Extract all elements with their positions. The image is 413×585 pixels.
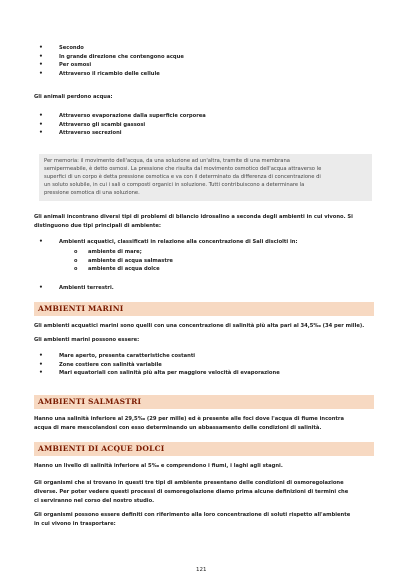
list-item: • Per osmosi bbox=[39, 61, 184, 70]
section-heading-salmastri bbox=[34, 395, 374, 409]
paragraph: Gli ambienti acquatici marini sono quelli con una concentrazione di salinità più alta pari al 34,5‰ (34 per mille). bbox=[34, 323, 365, 329]
heading-text: AMBIENTI MARINI bbox=[38, 304, 124, 313]
environment-list-2 bbox=[39, 284, 114, 293]
memo-line: pressione osmotica di una soluzione. bbox=[44, 190, 140, 196]
paragraph: in cui vivono in trasportare: bbox=[34, 521, 116, 527]
paragraph: Gli animali incontrano diversi tipi di problemi di bilancio idrosalino a seconda degli ambienti in cui vivono. Si bbox=[34, 214, 353, 220]
paragraph: distinguono due tipi principali di ambiente: bbox=[34, 223, 162, 229]
page-number: 121 bbox=[196, 567, 207, 573]
memo-box bbox=[39, 154, 372, 201]
paragraph: ci serviranno nel corso del nostro studio. bbox=[34, 498, 155, 504]
loss-list bbox=[39, 112, 206, 138]
list-item: • Ambienti terrestri. bbox=[39, 284, 114, 293]
paragraph: Gli ambienti marini possono essere: bbox=[34, 337, 140, 343]
heading-text: AMBIENTI DI ACQUE DOLCI bbox=[38, 444, 165, 453]
list-item: • Attraverso gli scambi gassosi bbox=[39, 121, 206, 130]
list-item: o ambiente di acqua salmastre bbox=[74, 257, 173, 266]
list-item: • Zone costiere con salinità variabile bbox=[39, 361, 280, 370]
list-item: • Mari equatoriali con salinità più alta per maggiore velocità di evaporazione bbox=[39, 369, 280, 378]
list-item: o ambiente di mare; bbox=[74, 248, 173, 257]
marini-list bbox=[39, 352, 280, 378]
list-item: • Ambienti acquatici, classificati in relazione alla concentrazione di Sali disciolti in: bbox=[39, 238, 298, 247]
list-item: • Attraverso secrezioni bbox=[39, 129, 206, 138]
paragraph: Gli organismi che si trovano in questi tre tipi di ambiente presentano delle condizioni di osmoregolazione bbox=[34, 480, 344, 486]
list-item: • Attraverso evaporazione dalla superficie corporea bbox=[39, 112, 206, 121]
section-heading-marini bbox=[34, 302, 374, 316]
heading-text: AMBIENTI SALMASTRI bbox=[38, 397, 142, 406]
section-heading-acque-dolci bbox=[34, 442, 374, 456]
paragraph: Hanno un livello di salinità inferiore al 5‰ e comprendono i fiumi, i laghi agli stagni. bbox=[34, 463, 283, 469]
list-item: • Secondo bbox=[39, 44, 184, 53]
list-item: • In grande direzione che contengono acque bbox=[39, 53, 184, 62]
paragraph: Hanno una salinità inferiore al 29,5‰ (29 per mille) ed è presente alle foci dove l'acqua di fiume incontra bbox=[34, 416, 344, 422]
environment-sublist bbox=[74, 248, 173, 274]
environment-list bbox=[39, 238, 298, 247]
intake-list bbox=[39, 44, 184, 78]
list-item: • Attraverso il ricambio delle cellule bbox=[39, 70, 184, 79]
memo-line: semipermeabile, è detto osmosi. La pressione che risulta dal movimento osmotico dell'acqua attraverso le bbox=[44, 166, 322, 172]
list-item: • Mare aperto, presenta caratteristiche costanti bbox=[39, 352, 280, 361]
paragraph: acqua di mare mescolandosi con esso determinando un abbassamento delle condizioni di salinità. bbox=[34, 425, 322, 431]
memo-line: superfici di un corpo è detta pressione osmotica e va con il determinato da differenza di concentrazione di bbox=[44, 174, 321, 180]
memo-line: Per memoria: il movimento dell'acqua, da una soluzione ad un'altra, tramite di una membrana bbox=[44, 158, 290, 164]
list-item: o ambiente di acqua dolce bbox=[74, 265, 173, 274]
paragraph: Gli organismi possono essere definiti con riferimento alla loro concentrazione di soluti rispetto all'ambiente bbox=[34, 512, 351, 518]
paragraph: Gli animali perdono acqua: bbox=[34, 94, 113, 100]
paragraph: diverse. Per poter vedere questi processi di osmoregolazione diamo prima alcune definizioni di termini che bbox=[34, 489, 349, 495]
memo-line: un soluto solubile, in cui i sali o composti organici in soluzione. Tutti contribuiscono a determinare la bbox=[44, 182, 305, 188]
